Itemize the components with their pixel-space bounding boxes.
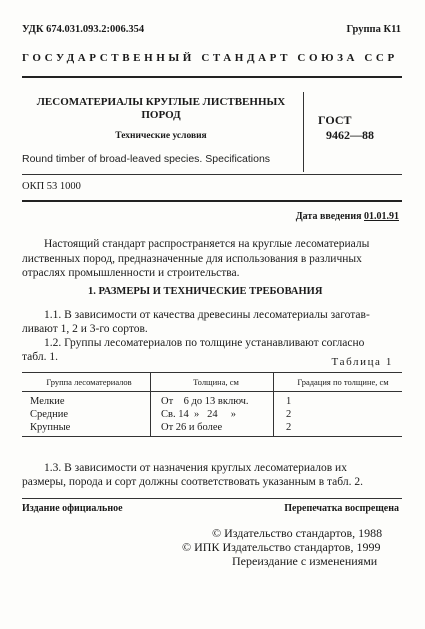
footer-rule [22,498,402,499]
official-edition-note: Издание официальное [22,503,123,514]
table-cell-gradation: 1 [274,392,403,409]
gost-number: 9462—88 [326,128,374,142]
copyright-1988: © Издательство стандартов, 1988 [212,526,383,540]
table-1 [22,372,402,437]
table-cell-group: Крупные [22,421,151,437]
intro-line-3: отраслях промышленности и строительства. [22,267,240,279]
clause-1-3-line-1: 1.3. В зависимости от назначения круглых лесоматериалов их [44,462,347,474]
table-cell-group: Мелкие [30,396,65,407]
gost-label: ГОСТ [318,113,352,127]
table-row [22,421,402,437]
document-title: ЛЕСОМАТЕРИАЛЫ КРУГЛЫЕ ЛИСТВЕННЫХ ПОРОД [36,96,286,121]
header-rule [22,76,402,78]
table-cell-thickness: Св. 14 » 24 » [151,408,274,421]
clause-1-2-line-2: табл. 1. [22,351,58,363]
table-cell-gradation: 2 [274,421,403,437]
table-cell-group: Средние [30,409,69,420]
title-rule [22,174,402,175]
state-standard-heading: ГОСУДАРСТВЕННЫЙ СТАНДАРТ СОЮЗА ССР [22,52,398,64]
clause-1-2-line-1: 1.2. Группы лесоматериалов по толщине устанавливают согласно [44,337,365,349]
section-1-heading: 1. РАЗМЕРЫ И ТЕХНИЧЕСКИЕ ТРЕБОВАНИЯ [88,286,323,297]
table-header-thickness: Толщина, см [151,373,274,392]
okp-rule [22,200,402,202]
table-cell-thickness: От 6 до 13 включ. [151,392,274,409]
document-subtitle: Технические условия [115,131,207,141]
english-title: Round timber of broad-leaved species. Specifications [22,153,271,165]
copyright-1999: © ИПК Издательство стандартов, 1999 [182,540,381,554]
table-cell-thickness: От 26 и более [151,421,274,437]
title-divider [303,92,304,172]
group-code: Группа К11 [346,24,401,35]
table-cell-gradation: 2 [274,408,403,421]
table-header-group: Группа лесоматериалов [22,373,151,392]
reissue-note: Переиздание с изменениями [232,554,378,568]
clause-1-3-line-2: размеры, порода и сорт должны соответствовать указанным в табл. 2. [22,476,363,488]
reprint-prohibited-note: Перепечатка воспрещена [284,503,399,514]
okp-code: ОКП 53 1000 [22,181,81,192]
table-1-caption: Таблица 1 [331,356,393,368]
clause-1-1-line-1: 1.1. В зависимости от качества древесины лесоматериалы заготав- [44,309,370,321]
table-row [22,408,402,421]
intro-line-1: Настоящий стандарт распространяется на круглые лесоматериалы [44,238,370,250]
table-header-gradation: Градация по толщине, см [274,373,403,392]
intro-line-2: лиственных пород, предназначенные для использования в различных [22,253,362,265]
intro-date-value: 01.01.91 [364,211,399,222]
intro-date-label: Дата введения [295,211,362,222]
clause-1-1-line-2: ливают 1, 2 и 3-го сортов. [22,323,148,335]
udk-code: УДК 674.031.093.2:006.354 [22,24,145,35]
table-row [22,392,402,409]
intro-date [296,211,399,222]
